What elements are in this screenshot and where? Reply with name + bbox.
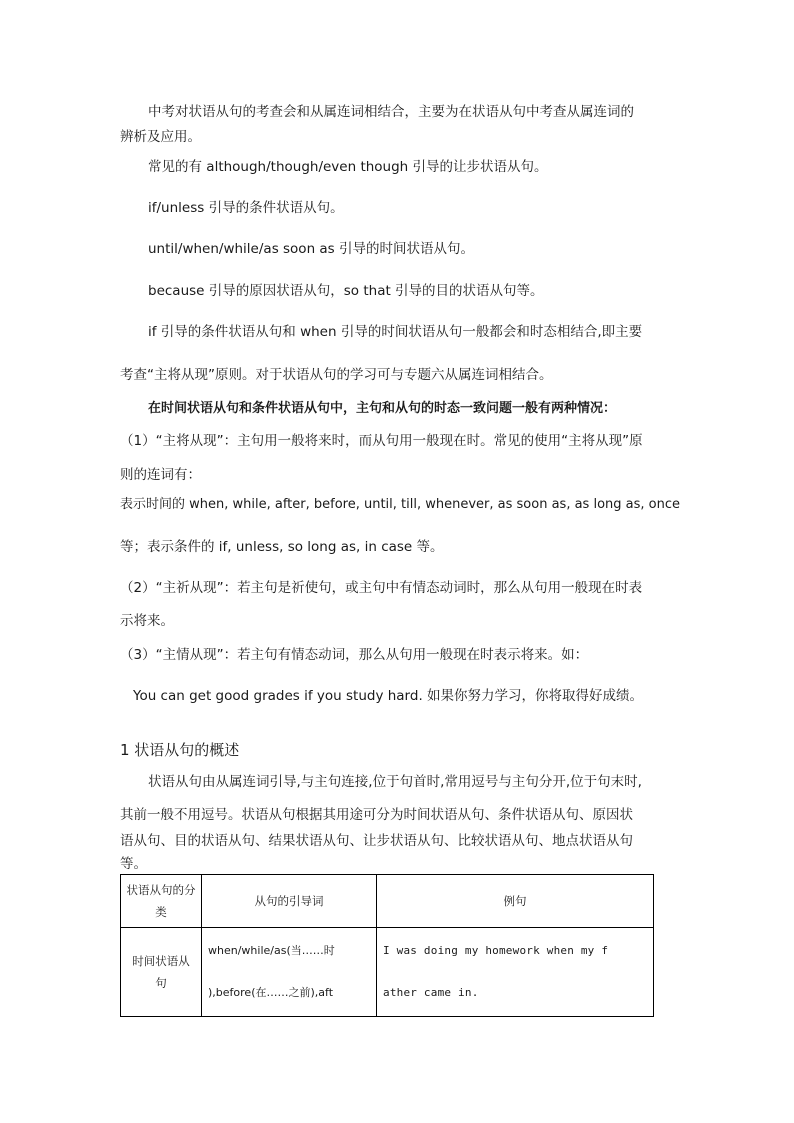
table-header-cell (377, 875, 654, 928)
paragraph-tense-line2: 考查“主将从现”原则。对于状语从句的学习可与专题六从属连词相结合。 (120, 367, 553, 383)
paragraph-tense-line1: if 引导的条件状语从句和 when 引导的时间状语从句一般都会和时态相结合,即主要 (148, 324, 643, 340)
rule1-line2: 则的连词有： (120, 467, 201, 483)
section-line4: 等。 (120, 856, 147, 872)
paragraph-conditional: if/unless 引导的条件状语从句。 (148, 200, 344, 216)
header-type-label: 状语从句的分类 (126, 883, 196, 919)
table-cell-type (121, 928, 202, 1017)
rule1-line4: 等；表示条件的 if, unless, so long as, in case 等。 (120, 539, 444, 555)
paragraph-concessive: 常见的有 although/though/even though 引导的让步状语从句。 (148, 159, 548, 175)
paragraph-intro-line1: 中考对状语从句的考查会和从属连词相结合，主要为在状语从句中考查从属连词的 (148, 104, 634, 120)
paragraph-intro-line2: 辨析及应用。 (120, 129, 201, 145)
example-line2: ather came in. (383, 986, 479, 999)
paragraph-reason-purpose: because 引导的原因状语从句，so that 引导的目的状语从句等。 (148, 283, 544, 299)
rule1-line1: （1）“主将从现”：主句用一般将来时，而从句用一般现在时。常见的使用“主将从现”原 (120, 433, 643, 449)
conj-line1: when/while/as(当……时 (208, 944, 335, 957)
rule2-line2: 示将来。 (120, 613, 174, 629)
clause-table (120, 874, 654, 1017)
table-header-row (121, 875, 654, 928)
rule2-line1: （2）“主祈从现”：若主句是祈使句，或主句中有情态动词时，那么从句用一般现在时表 (120, 580, 643, 596)
rule3-line: （3）“主情从现”：若主句有情态动词，那么从句用一般现在时表示将来。如： (120, 647, 589, 663)
section-heading: 1 状语从句的概述 (120, 741, 240, 759)
example-line1: I was doing my homework when my f (383, 944, 609, 957)
table-header-cell (121, 875, 202, 928)
row-type-label: 时间状语从句 (132, 954, 190, 990)
header-conj-label: 从句的引导词 (254, 894, 324, 908)
rule1-line3: 表示时间的 when, while, after, before, until, till, whenever, as soon as, as long as, once (120, 497, 680, 512)
table-header-cell (202, 875, 377, 928)
table-row (121, 928, 654, 1017)
bold-heading: 在时间状语从句和条件状语从句中，主句和从句的时态一致问题一般有两种情况： (148, 401, 617, 416)
section-line2: 其前一般不用逗号。状语从句根据其用途可分为时间状语从句、条件状语从句、原因状 (120, 807, 633, 823)
conj-line2: ),before(在……之前),aft (208, 986, 334, 999)
header-example-label: 例句 (503, 894, 527, 908)
table-cell-example (377, 928, 654, 1017)
example-sentence: You can get good grades if you study hard. 如果你努力学习，你将取得好成绩。 (133, 688, 644, 704)
section-line1: 状语从句由从属连词引导,与主句连接,位于句首时,常用逗号与主句分开,位于句末时, (148, 774, 642, 790)
paragraph-time: until/when/while/as soon as 引导的时间状语从句。 (148, 241, 475, 257)
section-line3: 语从句、目的状语从句、结果状语从句、让步状语从句、比较状语从句、地点状语从句 (120, 833, 633, 849)
table-cell-conj (202, 928, 377, 1017)
